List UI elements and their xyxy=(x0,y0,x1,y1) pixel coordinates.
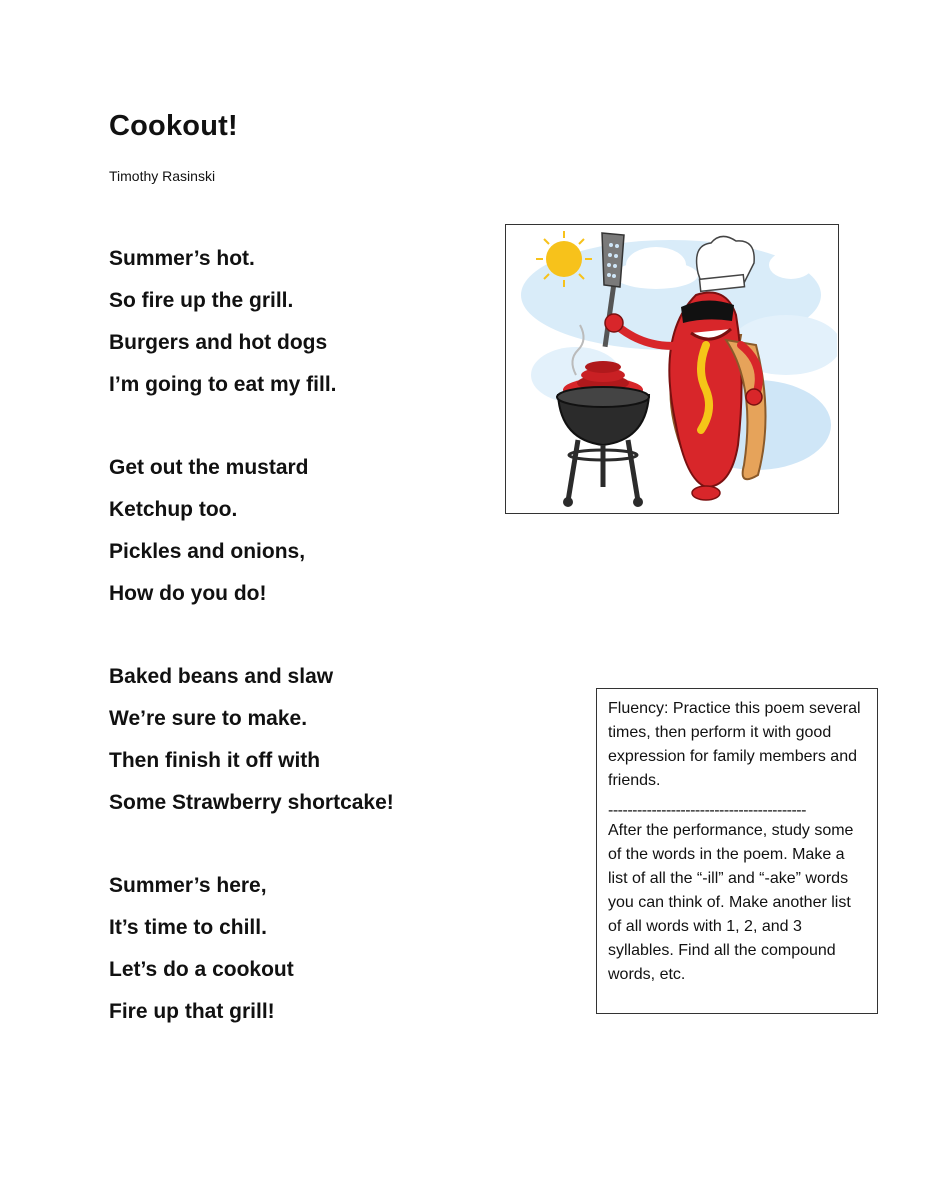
stanza-2 xyxy=(109,447,489,615)
poem-body xyxy=(109,238,489,1074)
poem-line: Summer’s hot. xyxy=(109,247,255,270)
fluency-intro: Fluency: Practice this poem several times, then perform it with good expression for family members and friends. xyxy=(608,700,861,789)
stanza-3 xyxy=(109,656,489,824)
poem-line: Pickles and onions, xyxy=(109,540,306,563)
fluency-instructions-box xyxy=(596,688,878,1014)
poem-line: Baked beans and slaw xyxy=(109,665,334,688)
poem-line: I’m going to eat my fill. xyxy=(109,373,337,396)
poem-line: So fire up the grill. xyxy=(109,289,294,312)
fluency-instructions: After the performance, study some of the words in the poem. Make a list of all the “-ill” and “-ake” words you can think of. Make another list of all words with 1, 2, and 3 syllables. Find all the compound words, etc. xyxy=(608,822,854,983)
poem-line: We’re sure to make. xyxy=(109,707,308,730)
grill-icon xyxy=(557,361,649,507)
cloud-shape xyxy=(614,261,698,289)
poem-line: Let’s do a cookout xyxy=(109,958,294,981)
poem-line: Burgers and hot dogs xyxy=(109,331,328,354)
poem-line: Some Strawberry shortcake! xyxy=(109,791,394,814)
poem-title: Cookout! xyxy=(109,110,238,142)
poem-line: Ketchup too. xyxy=(109,498,238,521)
stanza-4 xyxy=(109,865,489,1033)
poem-author: Timothy Rasinski xyxy=(109,168,216,184)
stanza-1 xyxy=(109,238,489,406)
poem-line: It’s time to chill. xyxy=(109,916,267,939)
poem-line: Fire up that grill! xyxy=(109,1000,275,1023)
poem-line: Get out the mustard xyxy=(109,456,309,479)
poem-line: Then finish it off with xyxy=(109,749,321,772)
poem-line: Summer’s here, xyxy=(109,874,267,897)
hot-dog-chef-grilling-icon xyxy=(506,225,837,512)
cloud-shape xyxy=(769,251,813,279)
dashed-divider: ----------------------------------------- xyxy=(608,803,806,819)
poem-line: How do you do! xyxy=(109,582,267,605)
hot-dog-chef-illustration xyxy=(505,224,839,514)
